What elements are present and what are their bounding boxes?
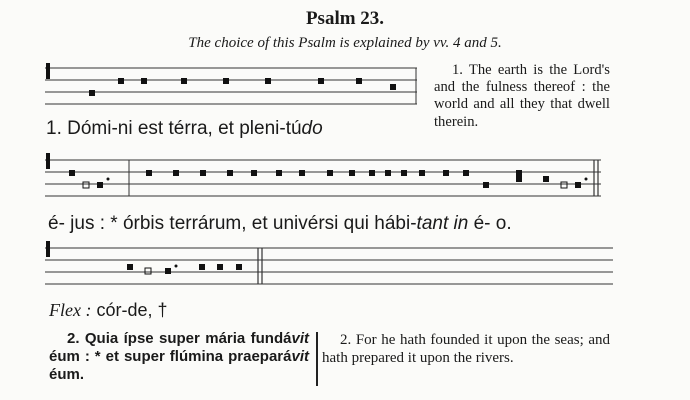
neume: [89, 90, 95, 96]
latin-verse-2: 2. Quia ípse super mária fundávit éum : * et super flúmina praeparávit éum.: [49, 330, 309, 383]
neume: [118, 78, 124, 84]
chant-line-1: 1. Dómi-ni est térra, et pleni-túdo: [46, 118, 323, 139]
translation-verse-1: 1. The earth is the Lord's and the fulness thereof : the world and all they that dwell therein.: [434, 62, 610, 130]
neume: [390, 84, 396, 90]
chant-staff-1: [45, 60, 425, 110]
neume: [318, 78, 324, 84]
neume: [265, 78, 271, 84]
psalm-title: Psalm 23.: [305, 8, 385, 29]
psalm-subtitle: The choice of this Psalm is explained by vv. 4 and 5.: [188, 35, 502, 51]
flex-line: Flex : cór-de, †: [49, 300, 168, 320]
chant-staff-3: [45, 236, 615, 288]
english-verse-2: 2. For he hath founded it upon the seas; and hath prepared it upon the rivers.: [322, 332, 610, 366]
chant-line-2: é- jus : * órbis terrárum, et univérsi qui hábi-tant in é- o.: [48, 213, 512, 234]
neume: [356, 78, 362, 84]
c-clef-glyph: [46, 241, 50, 257]
neume: [181, 78, 187, 84]
c-clef-glyph: [46, 153, 50, 169]
neume: [141, 78, 147, 84]
c-clef-glyph: [46, 63, 50, 79]
neume: [223, 78, 229, 84]
column-divider: [316, 332, 318, 386]
chant-staff-2: [45, 148, 615, 200]
